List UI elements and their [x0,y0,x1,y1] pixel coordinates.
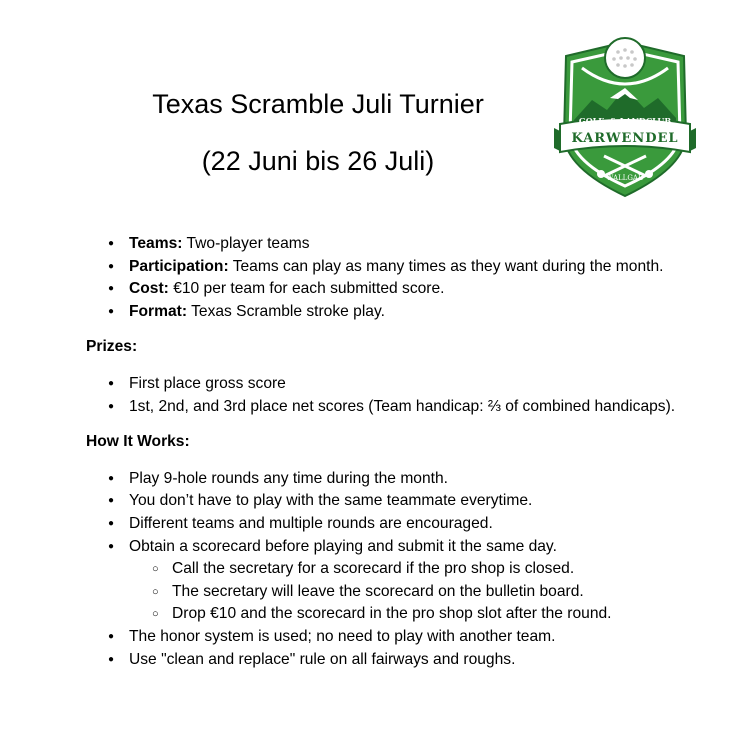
logo-text-banner: KARWENDEL [571,131,679,146]
list-item: ● Participation: Teams can play as many times as they want during the month. [86,256,686,279]
list-item: ● You don’t have to play with the same teammate everytime. [86,490,686,513]
list-item: ● First place gross score [86,373,686,396]
scorecard-sublist [129,558,686,626]
list-item: ● Different teams and multiple rounds are encouraged. [86,513,686,536]
list-item: ● Use "clean and replace" rule on all fairways and roughs. [86,649,686,672]
list-item: ● Teams: Two-player teams [86,233,686,256]
logo-text-top: GOLF- & LANDCLUB [578,116,672,126]
list-item: ● Obtain a scorecard before playing and submit it the same day. ○ Call the secretary for a scorecard if the pro shop is closed. ○ The secretary will leave the scorecard on the bulletin board. ○ Drop €10 and the scorecard in the pro shop slot after the round. [86,536,686,626]
list-item: ● 1st, 2nd, and 3rd place net scores (Team handicap: ⅔ of combined handicaps). [86,396,686,419]
details-list [86,233,686,323]
sublist-item: ○ The secretary will leave the scorecard on the bulletin board. [129,581,686,604]
page-subtitle-dates: (22 Juni bis 26 Juli) [201,146,435,176]
page-title: Texas Scramble Juli Turnier [152,89,484,119]
sublist-item: ○ Call the secretary for a scorecard if the pro shop is closed. [129,558,686,581]
list-item: ● The honor system is used; no need to play with another team. [86,626,686,649]
sublist-item: ○ Drop €10 and the scorecard in the pro shop slot after the round. [129,603,686,626]
list-item: ● Format: Texas Scramble stroke play. [86,301,686,324]
rules-body [86,233,686,671]
club-logo [552,28,698,200]
logo-text-bottom: WALLGAU [606,174,644,182]
list-item: ● Cost: €10 per team for each submitted score. [86,278,686,301]
prizes-heading: Prizes: [86,338,138,356]
prizes-list [86,373,686,418]
list-item: ● Play 9-hole rounds any time during the month. [86,468,686,491]
how-it-works-list [86,468,686,671]
how-it-works-heading: How It Works: [86,433,190,451]
